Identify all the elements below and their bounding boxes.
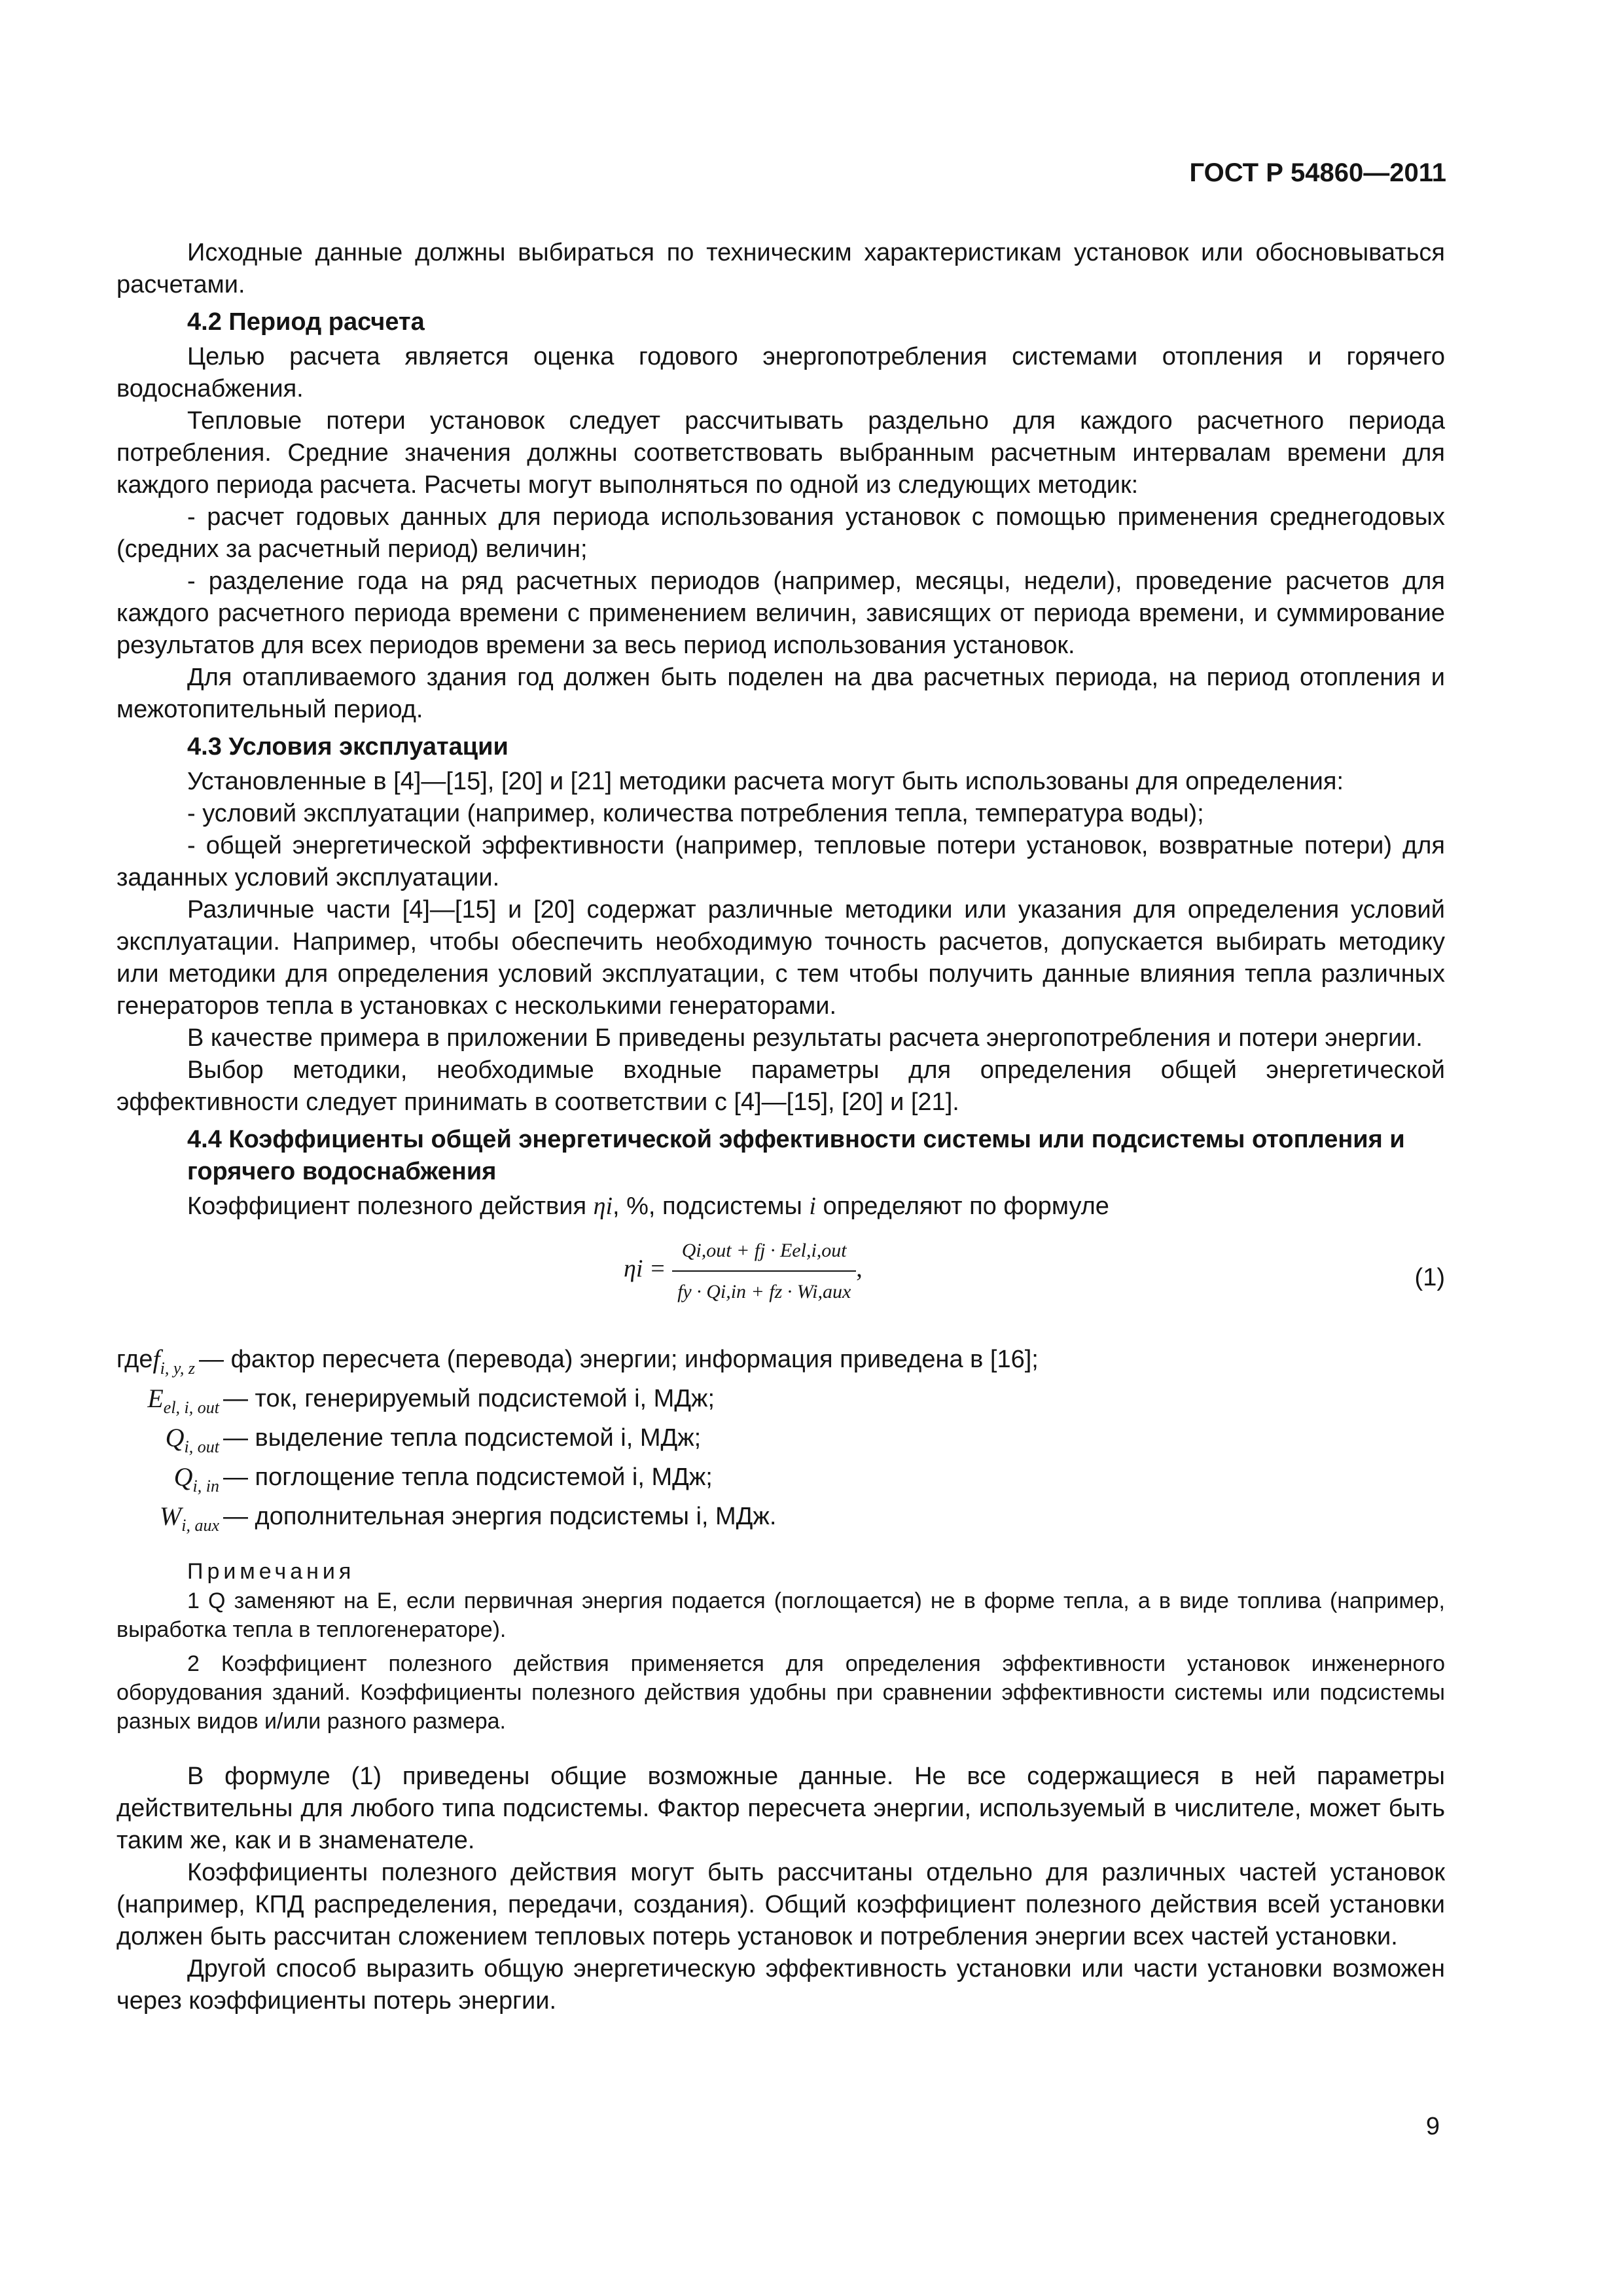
list-item: - условий эксплуатации (например, количества потребления тепла, температура воды); — [187, 800, 1204, 827]
definition-text: — ток, генерируемый подсистемой i, МДж; — [223, 1385, 715, 1412]
document-body — [116, 237, 1445, 2017]
note-1: 1 Q заменяют на E, если первичная энергия подается (поглощается) не в форме тепла, а в виде топлива (например, выработка тепла в теплогенераторе). — [116, 1588, 1445, 1642]
paragraph: В качестве примера в приложении Б приведены результаты расчета энергопотребления и потери энергии. — [187, 1024, 1423, 1052]
list-item: - разделение года на ряд расчетных периодов (например, месяцы, недели), проведение расчетов для каждого расчетного периода времени с применением величин, зависящих от периода времени, и суммирование результатов для всех периодов времени за весь период использования установок. — [116, 567, 1445, 659]
formula-1 — [116, 1234, 1445, 1333]
definition-symbol: $Q_{i, in}$ — [173, 1462, 219, 1496]
formula-denominator: fy · Qi,in + fz · Wi,aux — [677, 1281, 851, 1302]
equation-number: (1) — [1414, 1264, 1445, 1291]
definition-symbol: $E_{el, i, out}$ — [147, 1384, 219, 1417]
section-heading-4-3: 4.3 Условия эксплуатации — [187, 733, 508, 761]
definition-symbol: $Q_{i, out}$ — [165, 1423, 219, 1456]
paragraph: В формуле (1) приведены общие возможные данные. Не все содержащиеся в ней параметры действительны для любого типа подсистемы. Фактор пересчета энергии, используемый в числителе, может быть таким же, как и в знаменателе. — [116, 1763, 1445, 1854]
paragraph: Различные части [4]—[15] и [20] содержат различные методики или указания для определения условий эксплуатации. Например, чтобы обеспечить необходимую точность расчетов, допускается выбирать методику или методики для определения условий эксплуатации, с тем чтобы получить данные влияния тепла различных генераторов тепла в установках с несколькими генераторами. — [116, 896, 1445, 1020]
page-header: ГОСТ Р 54860—2011 — [1189, 158, 1446, 187]
definition-text: — поглощение тепла подсистемой i, МДж; — [223, 1463, 713, 1491]
page-number: 9 — [1425, 2113, 1440, 2140]
paragraph: Установленные в [4]—[15], [20] и [21] методики расчета могут быть использованы для определения: — [187, 768, 1344, 795]
definition-item — [116, 1501, 1445, 1541]
paragraph: Выбор методики, необходимые входные параметры для определения общей энергетической эффективности следует принимать в соответствии с [4]—[15], [20] и [21]. — [116, 1056, 1445, 1116]
definition-symbol: $W_{i, aux}$ — [159, 1501, 219, 1535]
paragraph: Коэффициенты полезного действия могут быть рассчитаны отдельно для различных частей установок (например, КПД распределения, передачи, создания). Общий коэффициент полезного действия всей установки должен быть рассчитан сложением тепловых потерь установок и потребления энергии всех частей установки. — [116, 1859, 1445, 1950]
definition-text: — фактор пересчета (перевода) энергии; информация приведена в [16]; — [199, 1346, 1039, 1373]
list-item: - общей энергетической эффективности (например, тепловые потери установок, возвратные потери) для заданных условий эксплуатации. — [116, 832, 1445, 891]
definition-item — [116, 1384, 1445, 1423]
note-2: 2 Коэффициент полезного действия применяется для определения эффективности установок инженерного оборудования зданий. Коэффициенты полезного действия удобны при сравнении эффективности системы или подсистемы разных видов и/или разного размера. — [116, 1651, 1445, 1734]
formula-numerator: Qi,out + fj · Eel,i,out — [672, 1234, 856, 1272]
paragraph: Исходные данные должны выбираться по техническим характеристикам установок или обосновываться расчетами. — [116, 239, 1445, 298]
definition-item — [116, 1462, 1445, 1501]
paragraph: Другой способ выразить общую энергетическую эффективность установки или части установки возможен через коэффициенты потерь энергии. — [116, 1955, 1445, 2015]
paragraph: Тепловые потери установок следует рассчитывать раздельно для каждого расчетного периода потребления. Средние значения должны соответствовать выбранным расчетным интервалам времени для каждого периода расчета. Расчеты могут выполняться по одной из следующих методик: — [116, 407, 1445, 499]
definition-prefix: где — [116, 1346, 153, 1373]
formula-intro: Коэффициент полезного действия ηi, %, подсистемы i определяют по формуле — [187, 1193, 1109, 1220]
definition-text: — дополнительная энергия подсистемы i, МДж. — [223, 1503, 777, 1530]
paragraph: Целью расчета является оценка годового энергопотребления системами отопления и горячего водоснабжения. — [116, 343, 1445, 403]
formula-lhs: ηi = — [624, 1255, 666, 1283]
definition-item — [116, 1344, 1445, 1384]
section-heading-4-4: 4.4 Коэффициенты общей энергетической эффективности системы или подсистемы отопления и горячего водоснабжения — [187, 1126, 1405, 1185]
definition-item — [116, 1423, 1445, 1462]
notes-title: Примечания — [187, 1559, 355, 1584]
definition-symbol: $f_{i, y, z}$ — [152, 1344, 196, 1378]
paragraph: Для отапливаемого здания год должен быть поделен на два расчетных периода, на период отопления и межотопительный период. — [116, 664, 1445, 723]
definitions-list — [116, 1344, 1445, 1541]
definition-text: — выделение тепла подсистемой i, МДж; — [223, 1424, 702, 1452]
list-item: - расчет годовых данных для периода использования установок с помощью применения среднегодовых (средних за расчетный период) величин; — [116, 503, 1445, 563]
formula-comma: , — [856, 1255, 863, 1283]
formula-fraction — [672, 1234, 856, 1308]
section-heading-4-2: 4.2 Период расчета — [187, 308, 425, 336]
